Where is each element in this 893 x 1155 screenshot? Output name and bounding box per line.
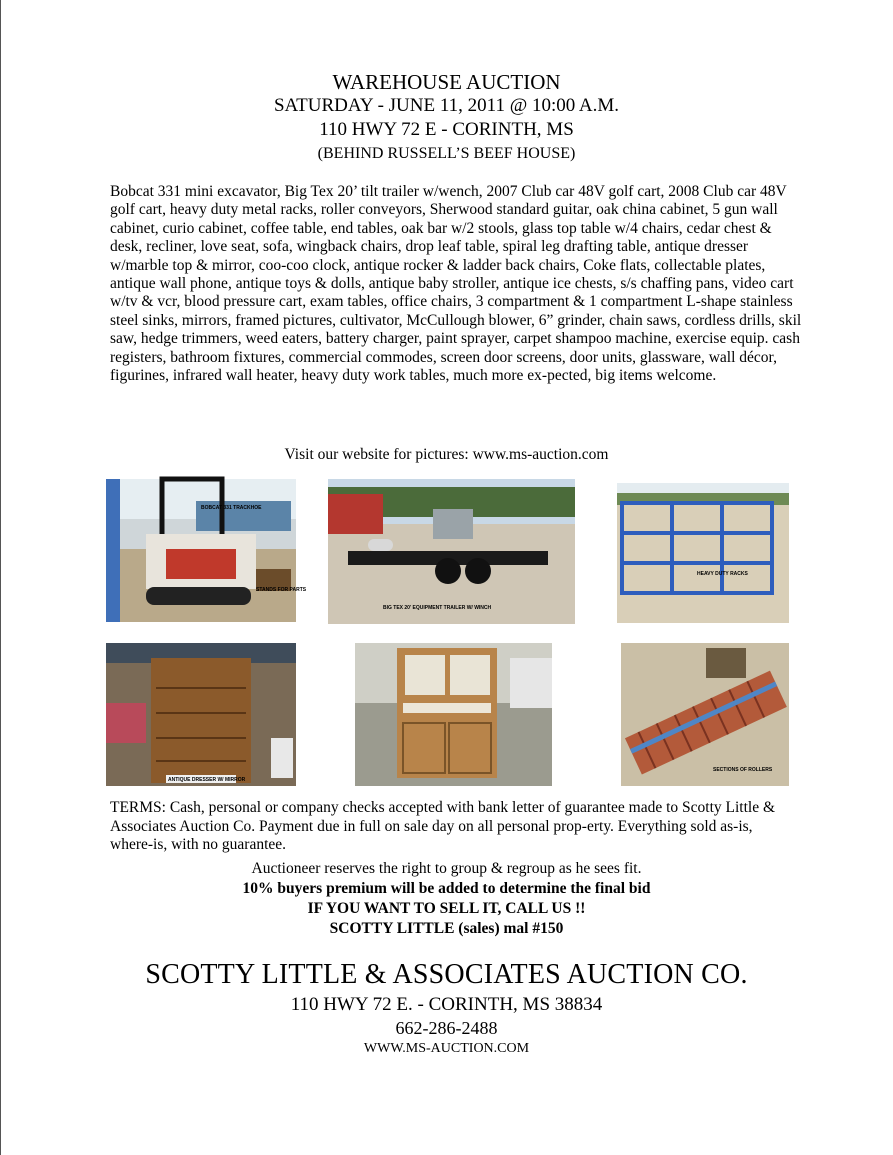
sell-it-line: IF YOU WANT TO SELL IT, CALL US !!	[307, 900, 586, 917]
trailer-caption: BIG TEX 20' EQUIPMENT TRAILER W/ WINCH	[383, 605, 492, 611]
excavator-caption-2: STANDS FOR PARTS	[256, 587, 307, 593]
company-phone: 662-286-2488	[395, 1018, 498, 1038]
regroup-line: Auctioneer reserves the right to group & regroup as he sees fit.	[251, 860, 642, 877]
company-address: 110 HWY 72 E. - CORINTH, MS 38834	[290, 994, 603, 1015]
rollers-caption: SECTIONS OF ROLLERS	[713, 767, 773, 773]
dresser-caption: ANTIQUE DRESSER W/ MIRROR	[168, 777, 246, 783]
terms-text: TERMS: Cash, personal or company checks accepted with bank letter of guarantee made to Scotty Little & Associates Auction Co. Payment due in full on sale day on all personal prop-erty. Everything sold as-is, where-is, with no guarantee.	[110, 799, 776, 854]
auction-date: SATURDAY - JUNE 11, 2011 @ 10:00 A.M.	[273, 95, 620, 116]
flyer-header	[0, 70, 893, 166]
racks-caption: HEAVY DUTY RACKS	[697, 571, 748, 577]
photo-dresser	[106, 643, 296, 786]
photo-trailer	[328, 479, 575, 624]
company-website: WWW.MS-AUCTION.COM	[363, 1041, 530, 1056]
excavator-caption: BOBCAT 331 TRACKHOE	[201, 505, 262, 511]
photo-racks	[617, 483, 789, 623]
auction-location: 110 HWY 72 E - CORINTH, MS	[319, 119, 574, 140]
visit-website-line: Visit our website for pictures: www.ms-auction.com	[284, 446, 609, 463]
photo-excavator	[106, 479, 307, 622]
company-name: SCOTTY LITTLE & ASSOCIATES AUCTION CO.	[145, 959, 748, 990]
buyers-premium-line: 10% buyers premium will be added to determine the final bid	[242, 880, 651, 897]
photo-rollers	[621, 643, 789, 786]
item-list: Bobcat 331 mini excavator, Big Tex 20’ tilt trailer w/wench, 2007 Club car 48V golf cart, 2008 Club car 48V golf cart, heavy duty metal racks, roller conveyors, Sherwood standard guitar, oak china cabinet, 5 gun wall cabinet, curio cabinet, coffee table, end tables, oak bar w/2 stools, glass top table w/4 chairs, cedar chest & desk, recliner, love seat, sofa, wingback chairs, drop leaf table, spiral leg drafting table, antique dresser w/marble top & mirror, coo-coo clock, antique rocker & ladder back chairs, Coke flats, collectable plates, antique wall phone, antique toys & dolls, antique baby stroller, antique ice chests, s/s chaffing pans, video cart w/tv & vcr, blood pressure cart, exam tables, office chairs, 3 compartment & 1 compartment L-shape stainless steel sinks, mirrors, framed pictures, cultivator, McCullough blower, 6” grinder, chain saws, cordless drills, skil saw, hedge trimmers, weed eaters, battery charger, paint sprayer, carpet shampoo machine, exercise equip. cash registers, bathroom fixtures, commercial commodes, screen door screens, door units, glassware, wall décor, figurines, infrared wall heater, heavy duty work tables, much more ex-pected, big items welcome.	[110, 183, 802, 385]
auction-title: WAREHOUSE AUCTION	[332, 70, 561, 94]
photo-cabinet	[355, 643, 552, 786]
auctioneer-line: SCOTTY LITTLE (sales) mal #150	[329, 920, 564, 937]
auction-landmark: (BEHIND RUSSELL’S BEEF HOUSE)	[317, 145, 576, 162]
